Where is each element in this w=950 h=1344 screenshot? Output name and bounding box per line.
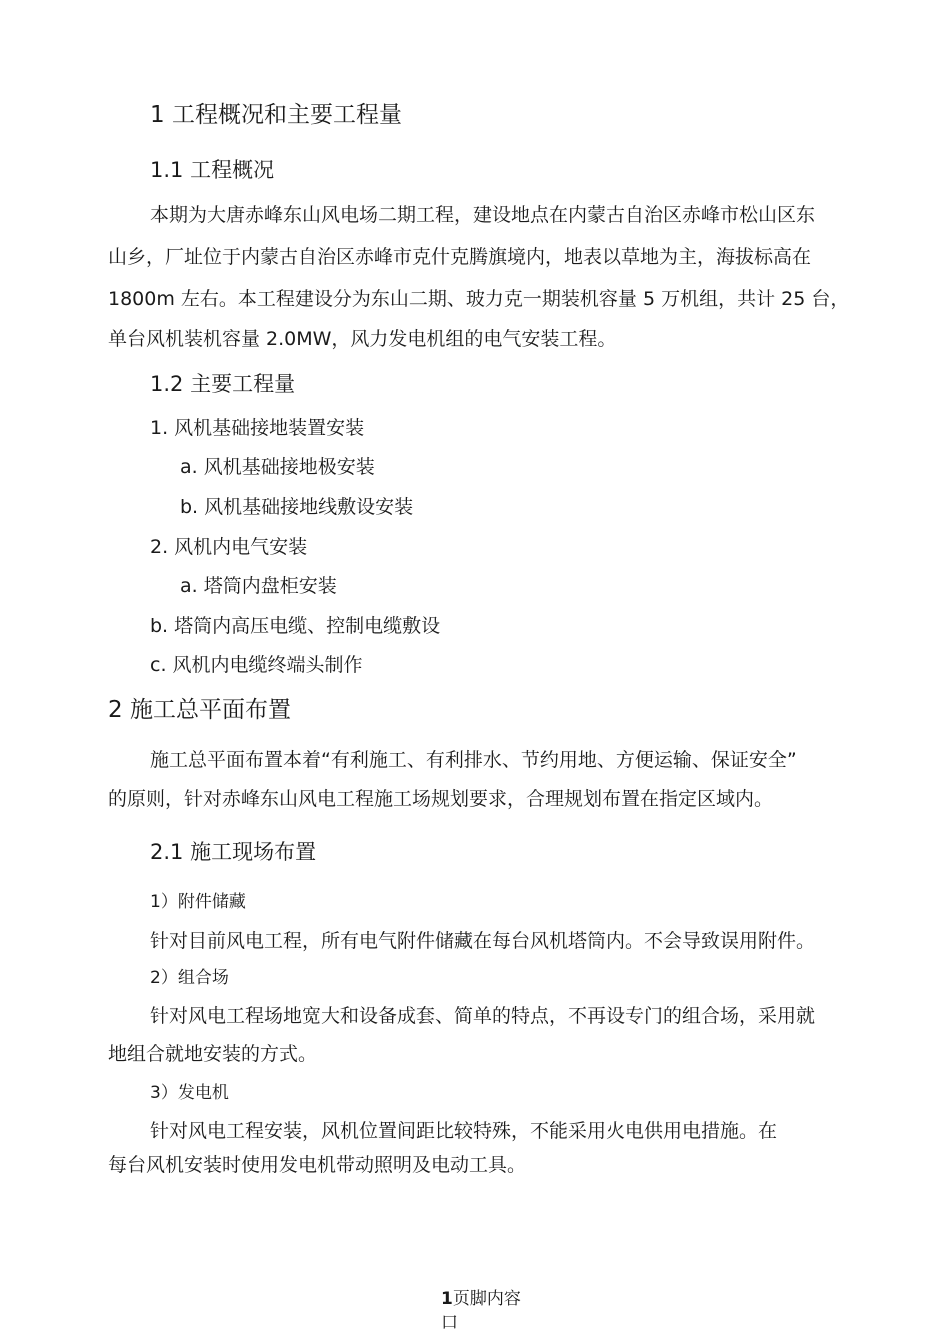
section-2-heading: 2 施工总平面布置 — [108, 697, 291, 723]
list-item: 1. 风机基础接地装置安装 — [150, 417, 365, 439]
paragraph-line: 针对风电工程场地宽大和设备成套、简单的特点，不再设专门的组合场，采用就 — [150, 1005, 816, 1027]
section-1-1-heading: 1.1 工程概况 — [150, 158, 275, 182]
paragraph-line: 1800m 左右。本工程建设分为东山二期、玻力克一期装机容量 5 万机组，共计 25 台， — [108, 288, 850, 310]
page-number: 1 — [441, 1289, 453, 1309]
list-item: b. 塔筒内高压电缆、控制电缆敷设 — [150, 615, 441, 637]
list-item: a. 风机基础接地极安装 — [180, 456, 375, 478]
section-1-2-heading: 1.2 主要工程量 — [150, 372, 296, 396]
paragraph-line: 地组合就地安装的方式。 — [108, 1043, 318, 1065]
footer-text: 页脚内容 — [452, 1289, 521, 1309]
subsection-title: 2）组合场 — [150, 968, 229, 988]
paragraph-line: 的原则，针对赤峰东山风电工程施工场规划要求，合理规划布置在指定区域内。 — [108, 788, 774, 810]
page-footer — [441, 1288, 521, 1310]
list-item: a. 塔筒内盘柜安装 — [180, 575, 337, 597]
list-item: c. 风机内电缆终端头制作 — [150, 654, 363, 676]
section-2-1-heading: 2.1 施工现场布置 — [150, 840, 317, 864]
section-1-heading: 1 工程概况和主要工程量 — [150, 102, 402, 128]
subsection-title: 1）附件储藏 — [150, 892, 246, 912]
list-item: b. 风机基础接地线敷设安装 — [180, 496, 414, 518]
paragraph-line: 单台风机装机容量 2.0MW，风力发电机组的电气安装工程。 — [108, 328, 617, 350]
paragraph-line: 针对目前风电工程，所有电气附件储藏在每台风机塔筒内。不会导致误用附件。 — [150, 930, 816, 952]
subsection-title: 3）发电机 — [150, 1083, 229, 1103]
paragraph-line: 施工总平面布置本着“有利施工、有利排水、节约用地、方便运输、保证安全” — [150, 749, 797, 771]
paragraph-line: 山乡，厂址位于内蒙古自治区赤峰市克什克腾旗境内，地表以草地为主，海拔标高在 — [108, 246, 812, 268]
paragraph-line: 本期为大唐赤峰东山风电场二期工程，建设地点在内蒙古自治区赤峰市松山区东 — [150, 204, 816, 226]
paragraph-line: 每台风机安装时使用发电机带动照明及电动工具。 — [108, 1154, 527, 1176]
list-item: 2. 风机内电气安装 — [150, 536, 308, 558]
paragraph-line: 针对风电工程安装，风机位置间距比较特殊，不能采用火电供用电措施。在 — [150, 1120, 778, 1142]
footer-mark: 口 — [441, 1313, 458, 1333]
